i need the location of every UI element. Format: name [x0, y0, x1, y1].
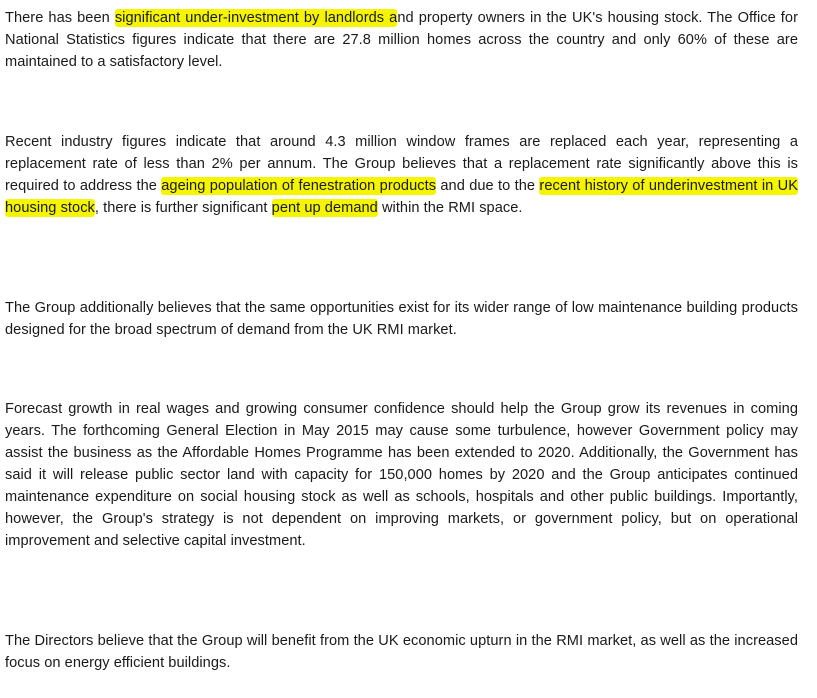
paragraph-forecast-growth: Forecast growth in real wages and growing consumer confidence should help the Group grow its revenues in coming years. The forthcoming General Election in May 2015 may cause some turbulence, however Government policy may assist the business as the Affordable Homes Programme has been extended to 2020. Additionally, the Government has said it will release public sector land with capacity for 150,000 homes by 2020 and the Group anticipates continued maintenance expenditure on social housing stock as well as schools, hospitals and other public buildings. Importantly, however, the Group's strategy is not dependent on improving markets, or government policy, but on operational improvement and selective capital investment. — [5, 401, 798, 549]
paragraph-building-products: The Group additionally believes that the same opportunities exist for its wider range of low maintenance building products designed for the broad spectrum of demand from the UK RMI market. — [5, 300, 798, 338]
highlighted-text: significant under-investment by landlords a — [114, 10, 398, 26]
paragraph-text: nd property owners in the UK's housing stock. The Office for National Statistics figures indicate that there are 27.8 million homes across the country and only 60% of these are maintained to a satisfactory level. — [5, 10, 798, 70]
paragraph-window-replacement — [5, 131, 798, 219]
paragraph-text: There has been — [5, 10, 115, 26]
paragraph-text: , there is further significant — [94, 200, 272, 216]
paragraph-text: within the RMI space. — [377, 200, 523, 216]
paragraph-housing-underinvestment — [5, 7, 798, 73]
highlighted-text: pent up demand — [271, 200, 378, 216]
paragraph-directors-outlook: The Directors believe that the Group will benefit from the UK economic upturn in the RMI market, as well as the increased focus on energy efficient buildings. — [5, 633, 798, 671]
paragraph-text: Recent industry figures indicate that around 4.3 million window frames are replaced each year, representing a replacement rate of less than 2% per annum. The Group believes that a replacement rate significantly above this is required to address the — [5, 134, 798, 194]
paragraph-text: and due to the — [436, 178, 540, 194]
highlighted-text: ageing population of fenestration products — [161, 178, 437, 194]
highlighted-text: recent history of underinvestment in UK housing stock — [5, 178, 799, 216]
